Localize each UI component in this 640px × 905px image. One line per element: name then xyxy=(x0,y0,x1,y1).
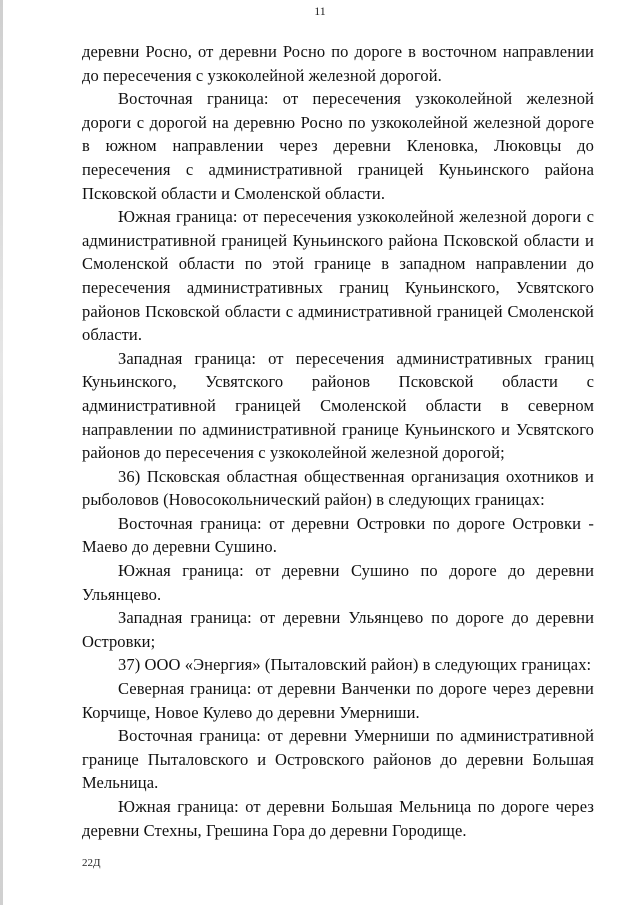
scan-edge xyxy=(0,0,3,905)
paragraph-east-border-3: Восточная граница: от деревни Умерниши по административной границе Пыталовского и Островского районов до деревни Большая Мельница. xyxy=(82,726,594,793)
paragraph-east-border-2: Восточная граница: от деревни Островки по дороге Островки - Маево до деревни Сушино. xyxy=(82,513,594,557)
paragraph-south-border-2: Южная граница: от деревни Сушино по дороге до деревни Ульянцево. xyxy=(82,561,594,604)
paragraph-east-border-1: Восточная граница: от пересечения узкоколейной железной дороги с дорогой на деревню Росно по узкоколейной железной дороге в южном направлении через деревни Кленовка, Люковцы до пересечения с административной границей Куньинского района Псковской области и Смоленской области. xyxy=(82,89,594,203)
document-body xyxy=(82,40,594,842)
paragraph-north-border-3: Северная граница: от деревни Ванченки по дороге через деревни Корчище, Новое Кулево до деревни Умерниши. xyxy=(82,679,594,722)
paragraph-south-border-3: Южная граница: от деревни Большая Мельница по дороге через деревни Стехны, Грешина Гора до деревни Городище. xyxy=(82,797,594,840)
page-number: 11 xyxy=(314,4,326,18)
paragraph-south-border-1: Южная граница: от пересечения узкоколейной железной дороги с административной границей Куньинского района Псковской области и Смоленской области по этой границе в западном направлении до пересечения административных границ Куньинского, Усвятского районов Псковской области с административной границей Смоленской области. xyxy=(82,207,594,345)
paragraph-west-border-2: Западная граница: от деревни Ульянцево по дороге до деревни Островки; xyxy=(82,608,594,651)
paragraph: деревни Росно, от деревни Росно по дороге в восточном направлении до пересечения с узкоколейной железной дорогой. xyxy=(82,42,594,85)
paragraph-item-37: 37) ООО «Энергия» (Пыталовский район) в следующих границах: xyxy=(118,655,592,675)
paragraph-item-36: 36) Псковская областная общественная организация охотников и рыболовов (Новосокольнический район) в следующих границах: xyxy=(82,466,594,510)
footer-code: 22Д xyxy=(82,857,101,869)
paragraph-west-border-1: Западная граница: от пересечения административных границ Куньинского, Усвятского районов Псковской области с административной границей Смоленской области в северном направлении по административной границе Куньинского и Усвятского районов до пересечения с узкоколейной железной дорогой; xyxy=(82,348,594,463)
